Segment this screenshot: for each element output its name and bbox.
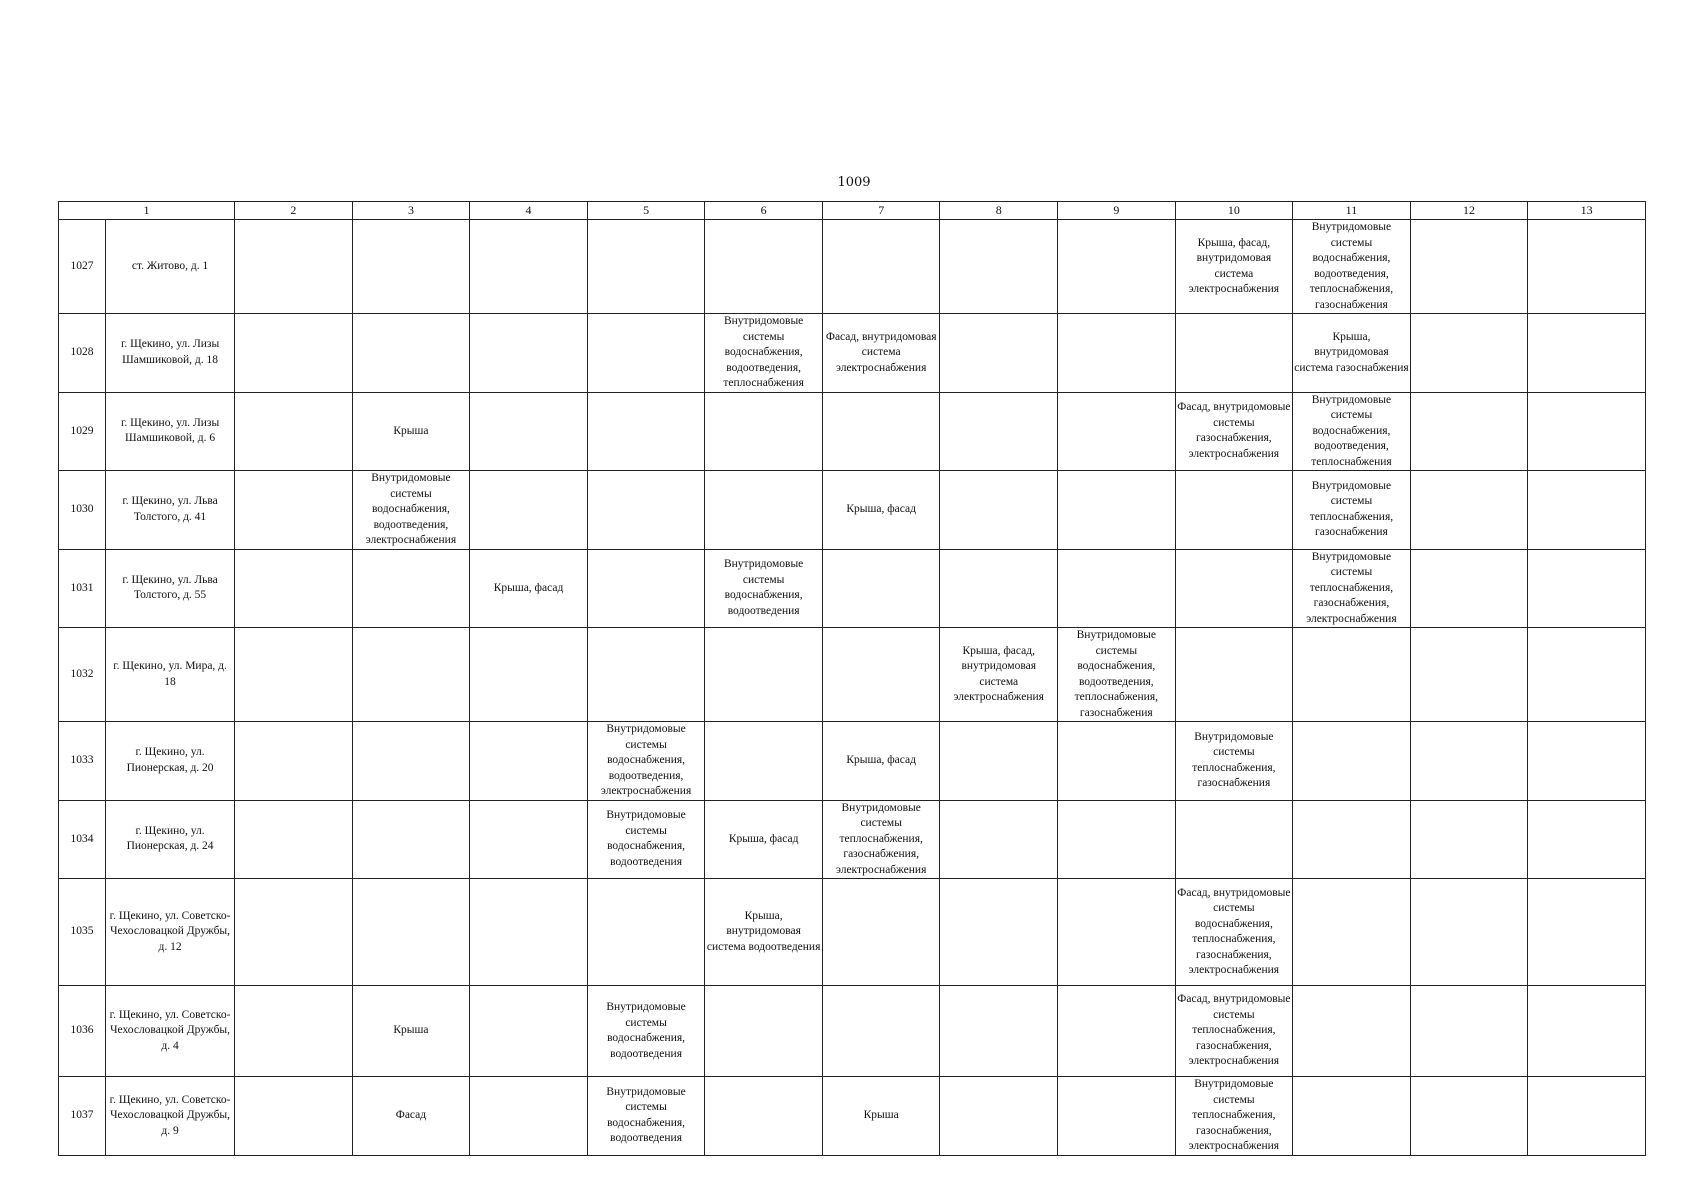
work-cell-col-4: [470, 314, 588, 393]
table-row: [59, 722, 1646, 801]
work-cell-col-11: [1293, 879, 1411, 986]
work-cell-col-6: Крыша, внутридомовая система водоотведения: [705, 879, 823, 986]
work-cell-col-10: [1175, 471, 1293, 550]
work-cell-col-2: [235, 986, 353, 1077]
work-cell-col-3: [352, 800, 470, 879]
row-number: 1034: [59, 800, 106, 879]
work-cell-col-8: [940, 1077, 1058, 1156]
work-cell-col-11: [1293, 628, 1411, 722]
work-cell-col-12: [1410, 471, 1528, 550]
work-cell-col-12: [1410, 1077, 1528, 1156]
row-number: 1028: [59, 314, 106, 393]
work-cell-col-12: [1410, 392, 1528, 471]
row-number: 1030: [59, 471, 106, 550]
address-cell: г. Щекино, ул. Лизы Шамшиковой, д. 6: [106, 392, 235, 471]
column-header-4: 4: [470, 202, 588, 220]
work-cell-col-12: [1410, 220, 1528, 314]
work-cell-col-8: [940, 220, 1058, 314]
work-cell-col-4: [470, 628, 588, 722]
work-cell-col-4: [470, 392, 588, 471]
work-cell-col-2: [235, 314, 353, 393]
work-cell-col-5: [587, 314, 705, 393]
work-cell-col-9: [1058, 471, 1176, 550]
work-cell-col-5: [587, 628, 705, 722]
work-cell-col-6: Внутридомовые системы водоснабжения, водоотведения, теплоснабжения: [705, 314, 823, 393]
work-cell-col-10: Фасад, внутридомовые системы теплоснабжения, газоснабжения, электроснабжения: [1175, 986, 1293, 1077]
work-cell-col-2: [235, 392, 353, 471]
address-cell: г. Щекино, ул. Пионерская, д. 20: [106, 722, 235, 801]
table-row: [59, 628, 1646, 722]
work-cell-col-3: [352, 220, 470, 314]
work-cell-col-5: Внутридомовые системы водоснабжения, водоотведения: [587, 1077, 705, 1156]
table-body: [59, 220, 1646, 1156]
address-cell: г. Щекино, ул. Советско-Чехословацкой Дружбы, д. 9: [106, 1077, 235, 1156]
work-cell-col-11: Внутридомовые системы водоснабжения, водоотведения, теплоснабжения, газоснабжения: [1293, 220, 1411, 314]
work-cell-col-3: Крыша: [352, 986, 470, 1077]
column-header-9: 9: [1058, 202, 1176, 220]
column-header-11: 11: [1293, 202, 1411, 220]
address-cell: г. Щекино, ул. Льва Толстого, д. 41: [106, 471, 235, 550]
work-cell-col-13: [1528, 800, 1646, 879]
work-cell-col-8: [940, 986, 1058, 1077]
work-cell-col-6: Внутридомовые системы водоснабжения, водоотведения: [705, 549, 823, 628]
work-cell-col-6: [705, 392, 823, 471]
work-cell-col-13: [1528, 879, 1646, 986]
work-cell-col-9: [1058, 314, 1176, 393]
work-cell-col-12: [1410, 722, 1528, 801]
work-cell-col-2: [235, 549, 353, 628]
work-cell-col-11: [1293, 986, 1411, 1077]
row-number: 1033: [59, 722, 106, 801]
work-cell-col-7: [822, 549, 940, 628]
work-cell-col-7: [822, 879, 940, 986]
work-cell-col-9: [1058, 549, 1176, 628]
repair-schedule-table: [58, 201, 1646, 1156]
work-cell-col-9: [1058, 722, 1176, 801]
column-header-6: 6: [705, 202, 823, 220]
work-cell-col-12: [1410, 314, 1528, 393]
work-cell-col-5: [587, 392, 705, 471]
work-cell-col-3: [352, 628, 470, 722]
column-header-3: 3: [352, 202, 470, 220]
column-header-8: 8: [940, 202, 1058, 220]
work-cell-col-4: [470, 722, 588, 801]
work-cell-col-3: Фасад: [352, 1077, 470, 1156]
work-cell-col-3: [352, 314, 470, 393]
work-cell-col-9: Внутридомовые системы водоснабжения, водоотведения, теплоснабжения, газоснабжения: [1058, 628, 1176, 722]
work-cell-col-10: Внутридомовые системы теплоснабжения, газоснабжения: [1175, 722, 1293, 801]
work-cell-col-11: Крыша, внутридомовая система газоснабжения: [1293, 314, 1411, 393]
work-cell-col-4: [470, 471, 588, 550]
work-cell-col-11: Внутридомовые системы теплоснабжения, газоснабжения, электроснабжения: [1293, 549, 1411, 628]
work-cell-col-6: [705, 1077, 823, 1156]
address-cell: г. Щекино, ул. Льва Толстого, д. 55: [106, 549, 235, 628]
work-cell-col-11: [1293, 722, 1411, 801]
work-cell-col-4: [470, 879, 588, 986]
table-row: [59, 314, 1646, 393]
work-cell-col-9: [1058, 220, 1176, 314]
work-cell-col-7: Крыша: [822, 1077, 940, 1156]
work-cell-col-12: [1410, 879, 1528, 986]
work-cell-col-13: [1528, 549, 1646, 628]
table-row: [59, 471, 1646, 550]
work-cell-col-9: [1058, 986, 1176, 1077]
work-cell-col-13: [1528, 471, 1646, 550]
table-row: [59, 1077, 1646, 1156]
work-cell-col-8: [940, 392, 1058, 471]
work-cell-col-10: Фасад, внутридомовые системы газоснабжения, электроснабжения: [1175, 392, 1293, 471]
work-cell-col-2: [235, 879, 353, 986]
table-row: [59, 549, 1646, 628]
work-cell-col-4: [470, 220, 588, 314]
work-cell-col-13: [1528, 722, 1646, 801]
address-cell: г. Щекино, ул. Лизы Шамшиковой, д. 18: [106, 314, 235, 393]
row-number: 1037: [59, 1077, 106, 1156]
work-cell-col-8: [940, 549, 1058, 628]
work-cell-col-7: [822, 220, 940, 314]
work-cell-col-9: [1058, 1077, 1176, 1156]
address-cell: ст. Житово, д. 1: [106, 220, 235, 314]
work-cell-col-5: Внутридомовые системы водоснабжения, водоотведения: [587, 986, 705, 1077]
table-row: [59, 986, 1646, 1077]
work-cell-col-7: Крыша, фасад: [822, 722, 940, 801]
work-cell-col-4: [470, 986, 588, 1077]
work-cell-col-8: Крыша, фасад, внутридомовая система электроснабжения: [940, 628, 1058, 722]
work-cell-col-7: [822, 392, 940, 471]
work-cell-col-11: [1293, 1077, 1411, 1156]
address-cell: г. Щекино, ул. Советско-Чехословацкой Дружбы, д. 12: [106, 879, 235, 986]
work-cell-col-5: [587, 879, 705, 986]
work-cell-col-2: [235, 220, 353, 314]
work-cell-col-8: [940, 314, 1058, 393]
work-cell-col-5: [587, 220, 705, 314]
work-cell-col-3: Крыша: [352, 392, 470, 471]
work-cell-col-3: [352, 879, 470, 986]
row-number: 1036: [59, 986, 106, 1077]
column-header-13: 13: [1528, 202, 1646, 220]
work-cell-col-2: [235, 800, 353, 879]
work-cell-col-10: [1175, 549, 1293, 628]
work-cell-col-8: [940, 722, 1058, 801]
work-cell-col-10: Фасад, внутридомовые системы водоснабжения, теплоснабжения, газоснабжения, электроснабжения: [1175, 879, 1293, 986]
work-cell-col-13: [1528, 986, 1646, 1077]
work-cell-col-7: Внутридомовые системы теплоснабжения, газоснабжения, электроснабжения: [822, 800, 940, 879]
work-cell-col-4: [470, 800, 588, 879]
work-cell-col-13: [1528, 392, 1646, 471]
table-row: [59, 220, 1646, 314]
table-row: [59, 392, 1646, 471]
address-cell: г. Щекино, ул. Мира, д. 18: [106, 628, 235, 722]
work-cell-col-7: Фасад, внутридомовая система электроснабжения: [822, 314, 940, 393]
work-cell-col-10: [1175, 800, 1293, 879]
work-cell-col-6: [705, 471, 823, 550]
work-cell-col-4: [470, 1077, 588, 1156]
address-cell: г. Щекино, ул. Пионерская, д. 24: [106, 800, 235, 879]
work-cell-col-13: [1528, 1077, 1646, 1156]
work-cell-col-8: [940, 471, 1058, 550]
row-number: 1031: [59, 549, 106, 628]
work-cell-col-13: [1528, 314, 1646, 393]
work-cell-col-12: [1410, 800, 1528, 879]
work-cell-col-6: Крыша, фасад: [705, 800, 823, 879]
row-number: 1029: [59, 392, 106, 471]
work-cell-col-9: [1058, 879, 1176, 986]
work-cell-col-10: [1175, 628, 1293, 722]
work-cell-col-13: [1528, 220, 1646, 314]
column-header-7: 7: [822, 202, 940, 220]
work-cell-col-7: Крыша, фасад: [822, 471, 940, 550]
table-row: [59, 800, 1646, 879]
column-header-10: 10: [1175, 202, 1293, 220]
work-cell-col-12: [1410, 628, 1528, 722]
work-cell-col-2: [235, 1077, 353, 1156]
column-number-row: [59, 202, 1646, 220]
column-header-1: 1: [59, 202, 235, 220]
work-cell-col-8: [940, 879, 1058, 986]
work-cell-col-6: [705, 220, 823, 314]
work-cell-col-6: [705, 628, 823, 722]
work-cell-col-9: [1058, 392, 1176, 471]
column-header-5: 5: [587, 202, 705, 220]
work-cell-col-5: Внутридомовые системы водоснабжения, водоотведения, электроснабжения: [587, 722, 705, 801]
work-cell-col-7: [822, 628, 940, 722]
work-cell-col-5: [587, 549, 705, 628]
work-cell-col-3: [352, 549, 470, 628]
work-cell-col-6: [705, 986, 823, 1077]
column-header-12: 12: [1410, 202, 1528, 220]
work-cell-col-2: [235, 628, 353, 722]
work-cell-col-10: Крыша, фасад, внутридомовая система электроснабжения: [1175, 220, 1293, 314]
work-cell-col-11: Внутридомовые системы водоснабжения, водоотведения, теплоснабжения: [1293, 392, 1411, 471]
work-cell-col-3: [352, 722, 470, 801]
work-cell-col-7: [822, 986, 940, 1077]
work-cell-col-9: [1058, 800, 1176, 879]
row-number: 1027: [59, 220, 106, 314]
address-cell: г. Щекино, ул. Советско-Чехословацкой Дружбы, д. 4: [106, 986, 235, 1077]
work-cell-col-11: [1293, 800, 1411, 879]
work-cell-col-3: Внутридомовые системы водоснабжения, водоотведения, электроснабжения: [352, 471, 470, 550]
row-number: 1032: [59, 628, 106, 722]
work-cell-col-12: [1410, 549, 1528, 628]
work-cell-col-5: [587, 471, 705, 550]
work-cell-col-12: [1410, 986, 1528, 1077]
work-cell-col-4: Крыша, фасад: [470, 549, 588, 628]
work-cell-col-2: [235, 471, 353, 550]
table-row: [59, 879, 1646, 986]
work-cell-col-10: [1175, 314, 1293, 393]
work-cell-col-2: [235, 722, 353, 801]
column-header-2: 2: [235, 202, 353, 220]
work-cell-col-5: Внутридомовые системы водоснабжения, водоотведения: [587, 800, 705, 879]
work-cell-col-11: Внутридомовые системы теплоснабжения, газоснабжения: [1293, 471, 1411, 550]
page-number: 1009: [837, 175, 871, 190]
row-number: 1035: [59, 879, 106, 986]
work-cell-col-6: [705, 722, 823, 801]
work-cell-col-8: [940, 800, 1058, 879]
work-cell-col-13: [1528, 628, 1646, 722]
work-cell-col-10: Внутридомовые системы теплоснабжения, газоснабжения, электроснабжения: [1175, 1077, 1293, 1156]
